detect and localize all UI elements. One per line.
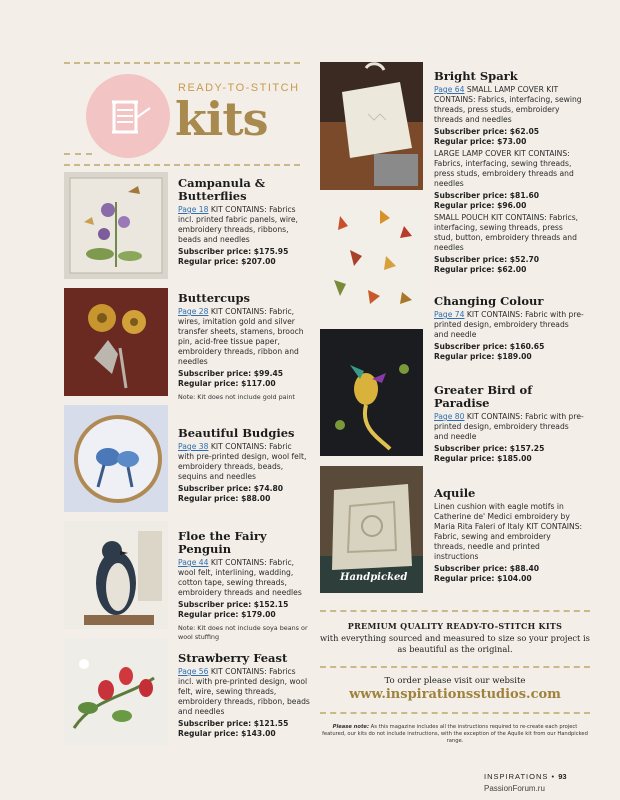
item-bright-spark — [434, 70, 584, 275]
subscriber-price: Subscriber price: $175.95 — [178, 247, 289, 256]
regular-price: Regular price: $73.00 — [434, 137, 527, 146]
item-desc: Page 74 KIT CONTAINS: Fabric with pre-printed design, embroidery threads and needle — [434, 310, 584, 339]
item-title: Buttercups — [178, 291, 250, 305]
item-title: Bright Spark — [434, 69, 518, 83]
watermark: PassionForum.ru — [484, 784, 545, 793]
subscriber-price: Subscriber price: $121.55 — [178, 719, 289, 728]
kit-note: Note: Kit does not include gold paint — [178, 393, 295, 401]
item-desc: Page 80 KIT CONTAINS: Fabric with pre-printed design, embroidery threads and needle — [434, 412, 584, 441]
regular-price: Regular price: $143.00 — [178, 729, 276, 738]
large-regular-price: Regular price: $96.00 — [434, 201, 527, 210]
item-title: Aquile — [434, 486, 476, 500]
regular-price: Regular price: $189.00 — [434, 352, 532, 361]
item-desc: Linen cushion with eagle motifs in Catherine de' Medici embroidery by Maria Rita Faleri of Italy KIT CONTAINS: Fabric, sewing and embroidery threads, needle and printed instructions — [434, 502, 583, 561]
regular-price: Regular price: $88.00 — [178, 494, 271, 503]
item-desc: Page 28 KIT CONTAINS: Fabric, wires, imitation gold and silver transfer sheets, stamens, brooch pin, acid-free tissue paper, embroidery threads, ribbon and needles — [178, 307, 304, 366]
subscriber-price: Subscriber price: $160.65 — [434, 342, 545, 351]
pouch-regular-price: Regular price: $62.00 — [434, 265, 527, 274]
subscriber-price: Subscriber price: $74.80 — [178, 484, 284, 493]
website-link[interactable]: www.inspirationsstudios.com — [349, 687, 561, 702]
handpicked-badge: Handpicked — [340, 572, 408, 583]
thread-spool-logo — [86, 74, 170, 158]
item-title: Campanula & Butterflies — [178, 176, 266, 203]
page-link[interactable]: Page 18 — [178, 205, 209, 214]
page-link[interactable]: Page 44 — [178, 558, 209, 567]
page-footer — [484, 772, 567, 781]
item-buttercups — [178, 292, 310, 402]
order-text: To order please visit our website — [384, 676, 526, 686]
subscriber-price: Subscriber price: $157.25 — [434, 444, 545, 453]
page-link[interactable]: Page 74 — [434, 310, 465, 319]
kit-note: Note: Kit does not include soya beans or wool stuffing — [178, 624, 308, 641]
subscriber-price: Subscriber price: $99.45 — [178, 369, 284, 378]
item-title: Floe the Fairy Penguin — [178, 529, 267, 556]
item-title: Greater Bird of Paradise — [434, 383, 533, 410]
pouch-desc: SMALL POUCH KIT CONTAINS: Fabrics, interfacing, sewing threads, press stud, button, embroidery threads and needles — [434, 213, 579, 252]
magazine-name: INSPIRATIONS — [484, 772, 549, 781]
promo-rule-top — [320, 610, 590, 612]
item-budgies — [178, 427, 310, 504]
page-link[interactable]: Page 80 — [434, 412, 465, 421]
promo-body: with everything sourced and measured to size so your project is as beautiful as the original. — [320, 633, 590, 654]
thread-spool-icon — [100, 88, 156, 144]
page-link[interactable]: Page 64 — [434, 85, 465, 94]
item-desc: Page 44 KIT CONTAINS: Fabric, wool felt, interlining, wadding, cotton tape, sewing threads, embroidery threads and needles — [178, 558, 302, 597]
item-title: Beautiful Budgies — [178, 426, 295, 440]
promo-rule-bottom — [320, 712, 590, 714]
page-link[interactable]: Page 28 — [178, 307, 209, 316]
item-penguin — [178, 530, 310, 642]
page-link[interactable]: Page 56 — [178, 667, 209, 676]
regular-price: Regular price: $104.00 — [434, 574, 532, 583]
regular-price: Regular price: $117.00 — [178, 379, 276, 388]
top-rule-short — [64, 153, 92, 155]
bright-spark-photo — [320, 62, 423, 190]
regular-price: Regular price: $179.00 — [178, 610, 276, 619]
item-greater-bird — [434, 384, 584, 464]
penguin-photo — [64, 521, 168, 629]
subscriber-price: Subscriber price: $62.05 — [434, 127, 540, 136]
item-desc: Page 18 KIT CONTAINS: Fabrics incl. printed fabric panels, wire, embroidery threads, ribbons, beads and needles — [178, 205, 298, 244]
item-changing-colour — [434, 295, 584, 362]
fine-print-label: Please note: — [332, 724, 370, 730]
bird-of-paradise-photo — [320, 329, 423, 456]
item-desc: Page 64 SMALL LAMP COVER KIT CONTAINS: Fabrics, interfacing, sewing threads, press studs, embroidery threads and needles — [434, 85, 582, 124]
item-desc: Page 56 KIT CONTAINS: Fabrics incl. with pre-printed design, wool felt, wire, sewing threads, embroidery threads, ribbon, beads and needles — [178, 667, 310, 716]
campanula-photo — [64, 172, 168, 279]
fine-print: Please note: As this magazine includes all the instructions required to re-create each project featured, our kits do not include instructions, with the exception of the Aquile kit from our Handpicked range. — [322, 724, 588, 745]
page-number: 93 — [558, 772, 567, 781]
promo-heading: PREMIUM QUALITY READY-TO-STITCH KITS — [347, 621, 563, 631]
item-strawberry — [178, 652, 310, 739]
top-rule-left — [64, 62, 300, 64]
item-desc: Page 38 KIT CONTAINS: Fabric with pre-printed design, wool felt, embroidery threads, beads, sequins and needles — [178, 442, 307, 481]
item-title: Strawberry Feast — [178, 651, 288, 665]
strawberry-photo — [64, 638, 168, 746]
subscriber-price: Subscriber price: $152.15 — [178, 600, 289, 609]
footer-separator: • — [551, 772, 556, 781]
subscriber-price: Subscriber price: $88.40 — [434, 564, 540, 573]
changing-colour-photo — [320, 196, 423, 323]
budgies-photo — [64, 405, 168, 512]
page-title: kits — [175, 92, 268, 146]
regular-price: Regular price: $207.00 — [178, 257, 276, 266]
divider-rule — [64, 164, 300, 166]
pouch-subscriber-price: Subscriber price: $52.70 — [434, 255, 540, 264]
item-title: Changing Colour — [434, 294, 544, 308]
large-lamp-desc: LARGE LAMP COVER KIT CONTAINS: Fabrics, interfacing, sewing threads, press studs, embroidery threads and needles — [434, 149, 574, 188]
promo-rule-mid — [320, 666, 590, 668]
item-campanula — [178, 177, 310, 267]
item-aquile — [434, 487, 584, 584]
large-subscriber-price: Subscriber price: $81.60 — [434, 191, 540, 200]
header-kicker: READY-TO-STITCH — [178, 82, 300, 94]
buttercups-photo — [64, 288, 168, 396]
regular-price: Regular price: $185.00 — [434, 454, 532, 463]
page-link[interactable]: Page 38 — [178, 442, 209, 451]
